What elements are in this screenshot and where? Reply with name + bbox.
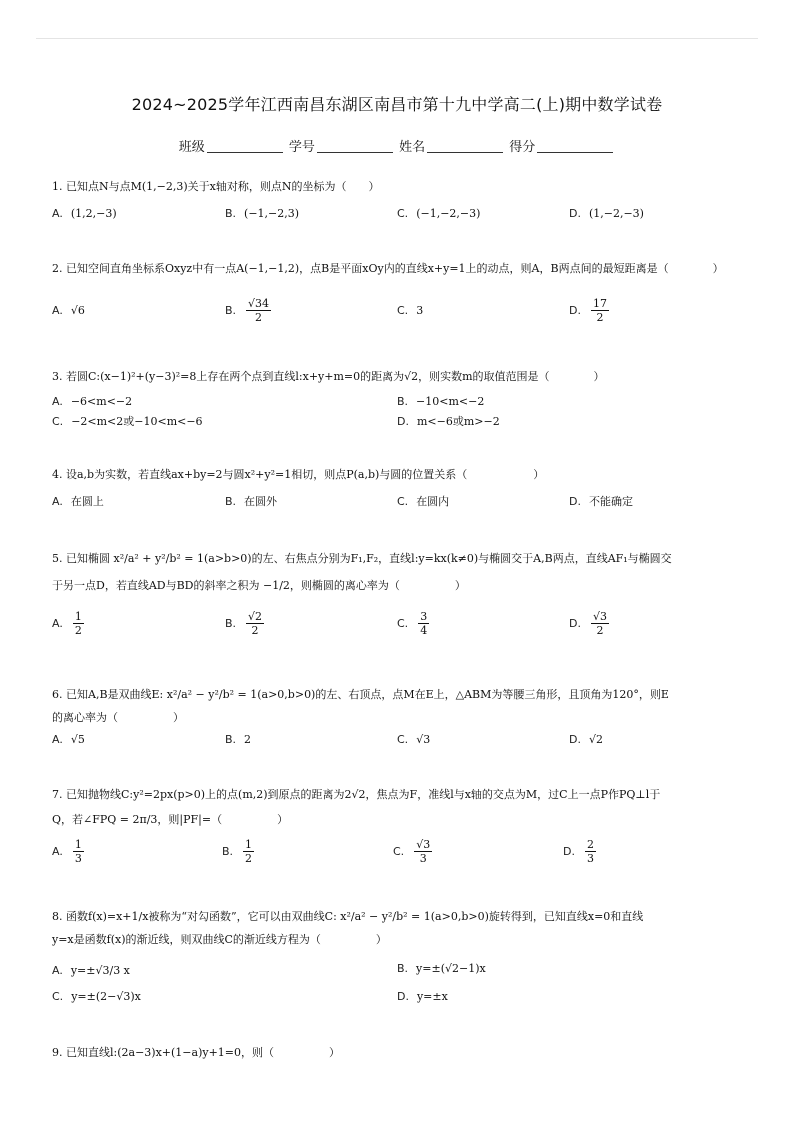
option-text: (1,−2,−3) bbox=[588, 207, 644, 220]
option-label: B. bbox=[222, 844, 234, 858]
question-number: 5. bbox=[52, 552, 63, 565]
option-label: C. bbox=[52, 990, 64, 1003]
fraction-denominator: 2 bbox=[255, 311, 263, 324]
name-label: 姓名 bbox=[399, 140, 426, 155]
question-text: 已知空间直角坐标系Oxyz中有一点A(−1,−1,2)，点B是平面xOy内的直线x+y=1上的动点，则A，B两点间的最短距离是（ ） bbox=[66, 262, 724, 275]
q6-option-c[interactable] bbox=[397, 733, 430, 746]
fraction-denominator: 3 bbox=[74, 852, 82, 865]
question-text-line-2: 的离心率为（ ） bbox=[52, 711, 184, 724]
fraction-numerator: 2 bbox=[586, 838, 594, 851]
q3-option-c[interactable] bbox=[52, 413, 203, 429]
q8-option-c[interactable] bbox=[52, 990, 141, 1003]
id-blank[interactable] bbox=[317, 141, 393, 153]
fraction-numerator: 17 bbox=[592, 297, 607, 310]
option-label: A. bbox=[52, 207, 63, 220]
option-label: A. bbox=[52, 964, 63, 977]
fraction-denominator: 3 bbox=[586, 852, 594, 865]
question-text-line-1: 已知椭圆 x²/a² + y²/b² = 1(a>b>0)的左、右焦点分别为F₁,F₂，直线l:y=kx(k≠0)与椭圆交于A,B两点，直线AF₁与椭圆交 bbox=[66, 552, 672, 565]
option-label: D. bbox=[569, 303, 581, 317]
option-text: (−1,−2,3) bbox=[244, 207, 300, 220]
option-text: −2<m<2或−10<m<−6 bbox=[71, 415, 203, 428]
fraction-numerator: √3 bbox=[416, 838, 431, 851]
question-9 bbox=[52, 1042, 752, 1063]
option-text: 不能确定 bbox=[588, 495, 633, 508]
q4-option-b[interactable] bbox=[225, 493, 277, 509]
q6-option-a[interactable] bbox=[52, 733, 85, 746]
q1-option-b[interactable] bbox=[225, 207, 299, 220]
option-fraction bbox=[585, 838, 596, 865]
q6-option-b[interactable] bbox=[225, 733, 251, 746]
class-blank[interactable] bbox=[207, 141, 283, 153]
option-text: (1,2,−3) bbox=[70, 207, 117, 220]
fraction-denominator: 2 bbox=[596, 311, 604, 324]
option-text: y=±(√2−1)x bbox=[416, 962, 486, 975]
option-label: B. bbox=[225, 616, 237, 630]
option-label: A. bbox=[52, 395, 63, 408]
fraction-denominator: 2 bbox=[596, 624, 604, 637]
q3-option-a[interactable] bbox=[52, 395, 132, 408]
option-label: C. bbox=[397, 616, 409, 630]
fraction-numerator: 3 bbox=[420, 610, 428, 623]
q2-option-a[interactable] bbox=[52, 304, 85, 317]
question-number: 1. bbox=[52, 180, 63, 193]
q4-option-c[interactable] bbox=[397, 493, 449, 509]
question-number: 3. bbox=[52, 370, 63, 383]
question-text-line-1: 已知A,B是双曲线E: x²/a² − y²/b² = 1(a>0,b>0)的左、右顶点，点M在E上，△ABM为等腰三角形，且顶角为120°，则E bbox=[66, 688, 669, 701]
option-fraction bbox=[246, 610, 264, 637]
question-number: 9. bbox=[52, 1046, 63, 1059]
q5-option-c[interactable] bbox=[397, 610, 431, 637]
option-fraction bbox=[591, 610, 609, 637]
option-fraction bbox=[418, 610, 429, 637]
question-3 bbox=[52, 366, 752, 387]
question-number: 7. bbox=[52, 788, 63, 801]
option-text: 在圆上 bbox=[70, 495, 104, 508]
option-label: A. bbox=[52, 304, 63, 317]
fraction-numerator: √34 bbox=[248, 297, 270, 310]
q8-option-b[interactable] bbox=[397, 962, 486, 975]
option-label: B. bbox=[225, 303, 237, 317]
question-text: 已知直线l:(2a−3)x+(1−a)y+1=0，则（ ） bbox=[66, 1046, 340, 1059]
id-label: 学号 bbox=[288, 140, 315, 155]
exam-title: 2024~2025学年江西南昌东湖区南昌市第十九中学高二(上)期中数学试卷 bbox=[131, 95, 663, 114]
option-label: B. bbox=[397, 395, 409, 408]
header-rule bbox=[36, 38, 758, 39]
score-label: 得分 bbox=[509, 140, 536, 155]
question-number: 4. bbox=[52, 468, 63, 481]
q5-option-a[interactable] bbox=[52, 610, 86, 637]
q3-option-d[interactable] bbox=[397, 413, 500, 429]
q8-option-a[interactable] bbox=[52, 964, 130, 977]
option-label: B. bbox=[225, 733, 237, 746]
option-text: 2 bbox=[244, 733, 252, 746]
class-label: 班级 bbox=[178, 140, 205, 155]
question-text-line-2: 于另一点D，若直线AD与BD的斜率之积为 −1/2，则椭圆的离心率为（ ） bbox=[52, 579, 466, 592]
fraction-numerator: 1 bbox=[245, 838, 253, 851]
option-text: −10<m<−2 bbox=[416, 395, 485, 408]
option-label: D. bbox=[569, 616, 581, 630]
question-1 bbox=[52, 176, 752, 197]
student-info-line bbox=[0, 136, 794, 155]
question-number: 6. bbox=[52, 688, 63, 701]
q7-option-d[interactable] bbox=[563, 838, 598, 865]
question-text: 若圆C:(x−1)²+(y−3)²=8上存在两个点到直线l:x+y+m=0的距离为√2，则实数m的取值范围是（ ） bbox=[66, 370, 605, 383]
question-text-line-2: Q，若∠FPQ = 2π/3，则|PF|=（ ） bbox=[52, 813, 289, 826]
fraction-numerator: 1 bbox=[74, 838, 82, 851]
q1-option-d[interactable] bbox=[569, 207, 644, 220]
option-label: B. bbox=[225, 207, 237, 220]
question-number: 2. bbox=[52, 262, 63, 275]
question-5 bbox=[52, 548, 752, 596]
option-label: A. bbox=[52, 495, 63, 508]
option-fraction bbox=[73, 838, 84, 865]
option-text: √5 bbox=[70, 733, 85, 746]
q2-option-c[interactable] bbox=[397, 304, 423, 317]
question-text-line-1: 函数f(x)=x+1/x被称为“对勾函数”，它可以由双曲线C: x²/a² − y²/b² = 1(a>0,b>0)旋转得到，已知直线x=0和直线 bbox=[66, 910, 644, 923]
question-text-line-1: 已知抛物线C:y²=2px(p>0)上的点(m,2)到原点的距离为2√2，焦点为F，准线l与x轴的交点为M，过C上一点P作PQ⊥l于 bbox=[66, 788, 661, 801]
option-label: D. bbox=[563, 844, 575, 858]
option-label: D. bbox=[569, 733, 581, 746]
q7-option-b[interactable] bbox=[222, 838, 256, 865]
option-label: B. bbox=[225, 495, 237, 508]
score-blank[interactable] bbox=[537, 141, 613, 153]
option-fraction bbox=[246, 297, 271, 324]
option-label: C. bbox=[397, 733, 409, 746]
option-text: m<−6或m>−2 bbox=[416, 415, 500, 428]
option-label: B. bbox=[397, 962, 409, 975]
option-fraction bbox=[73, 610, 84, 637]
question-2 bbox=[52, 258, 752, 279]
option-label: D. bbox=[569, 207, 581, 220]
fraction-denominator: 4 bbox=[420, 624, 428, 637]
option-label: D. bbox=[397, 990, 409, 1003]
q5-option-b[interactable] bbox=[225, 610, 266, 637]
q2-option-b[interactable] bbox=[225, 297, 273, 324]
fraction-denominator: 2 bbox=[245, 852, 253, 865]
q1-option-a[interactable] bbox=[52, 207, 117, 220]
option-text: y=±x bbox=[416, 990, 448, 1003]
option-text: √6 bbox=[70, 304, 85, 317]
option-text: √2 bbox=[588, 733, 603, 746]
q8-option-d[interactable] bbox=[397, 990, 448, 1003]
q4-option-a[interactable] bbox=[52, 493, 104, 509]
q7-option-a[interactable] bbox=[52, 838, 86, 865]
fraction-denominator: 3 bbox=[419, 852, 427, 865]
question-number: 8. bbox=[52, 910, 63, 923]
option-text: 在圆内 bbox=[416, 495, 450, 508]
fraction-denominator: 2 bbox=[74, 624, 82, 637]
q5-option-d[interactable] bbox=[569, 610, 611, 637]
option-text: 在圆外 bbox=[244, 495, 278, 508]
option-text: √3 bbox=[416, 733, 431, 746]
name-blank[interactable] bbox=[427, 141, 503, 153]
option-text: 3 bbox=[416, 304, 424, 317]
fraction-numerator: 1 bbox=[74, 610, 82, 623]
fraction-numerator: √3 bbox=[592, 610, 607, 623]
option-label: A. bbox=[52, 733, 63, 746]
option-label: C. bbox=[52, 415, 64, 428]
option-label: A. bbox=[52, 616, 63, 630]
option-fraction bbox=[243, 838, 254, 865]
option-label: A. bbox=[52, 844, 63, 858]
option-label: D. bbox=[397, 415, 409, 428]
question-6 bbox=[52, 684, 752, 728]
option-label: C. bbox=[393, 844, 405, 858]
option-text: y=±√3/3 x bbox=[70, 964, 130, 977]
option-text: −6<m<−2 bbox=[70, 395, 133, 408]
option-label: D. bbox=[569, 495, 581, 508]
question-8 bbox=[52, 906, 752, 950]
option-fraction bbox=[414, 838, 432, 865]
q7-option-c[interactable] bbox=[393, 838, 434, 865]
q1-option-c[interactable] bbox=[397, 207, 480, 220]
option-text: y=±(2−√3)x bbox=[71, 990, 141, 1003]
option-label: C. bbox=[397, 495, 409, 508]
q4-option-d[interactable] bbox=[569, 493, 633, 509]
question-7 bbox=[52, 784, 752, 830]
option-label: C. bbox=[397, 304, 409, 317]
question-text: 已知点N与点M(1,−2,3)关于x轴对称，则点N的坐标为（ ） bbox=[66, 180, 380, 193]
question-4 bbox=[52, 464, 752, 485]
question-text-line-2: y=x是函数f(x)的渐近线，则双曲线C的渐近线方程为（ ） bbox=[52, 933, 387, 946]
q3-option-b[interactable] bbox=[397, 395, 484, 408]
q6-option-d[interactable] bbox=[569, 733, 603, 746]
q2-option-d[interactable] bbox=[569, 297, 611, 324]
option-fraction bbox=[591, 297, 609, 324]
option-label: C. bbox=[397, 207, 409, 220]
fraction-denominator: 2 bbox=[251, 624, 259, 637]
option-text: (−1,−2,−3) bbox=[416, 207, 481, 220]
fraction-numerator: √2 bbox=[248, 610, 263, 623]
question-text: 设a,b为实数，若直线ax+by=2与圆x²+y²=1相切，则点P(a,b)与圆的位置关系（ ） bbox=[66, 468, 545, 481]
